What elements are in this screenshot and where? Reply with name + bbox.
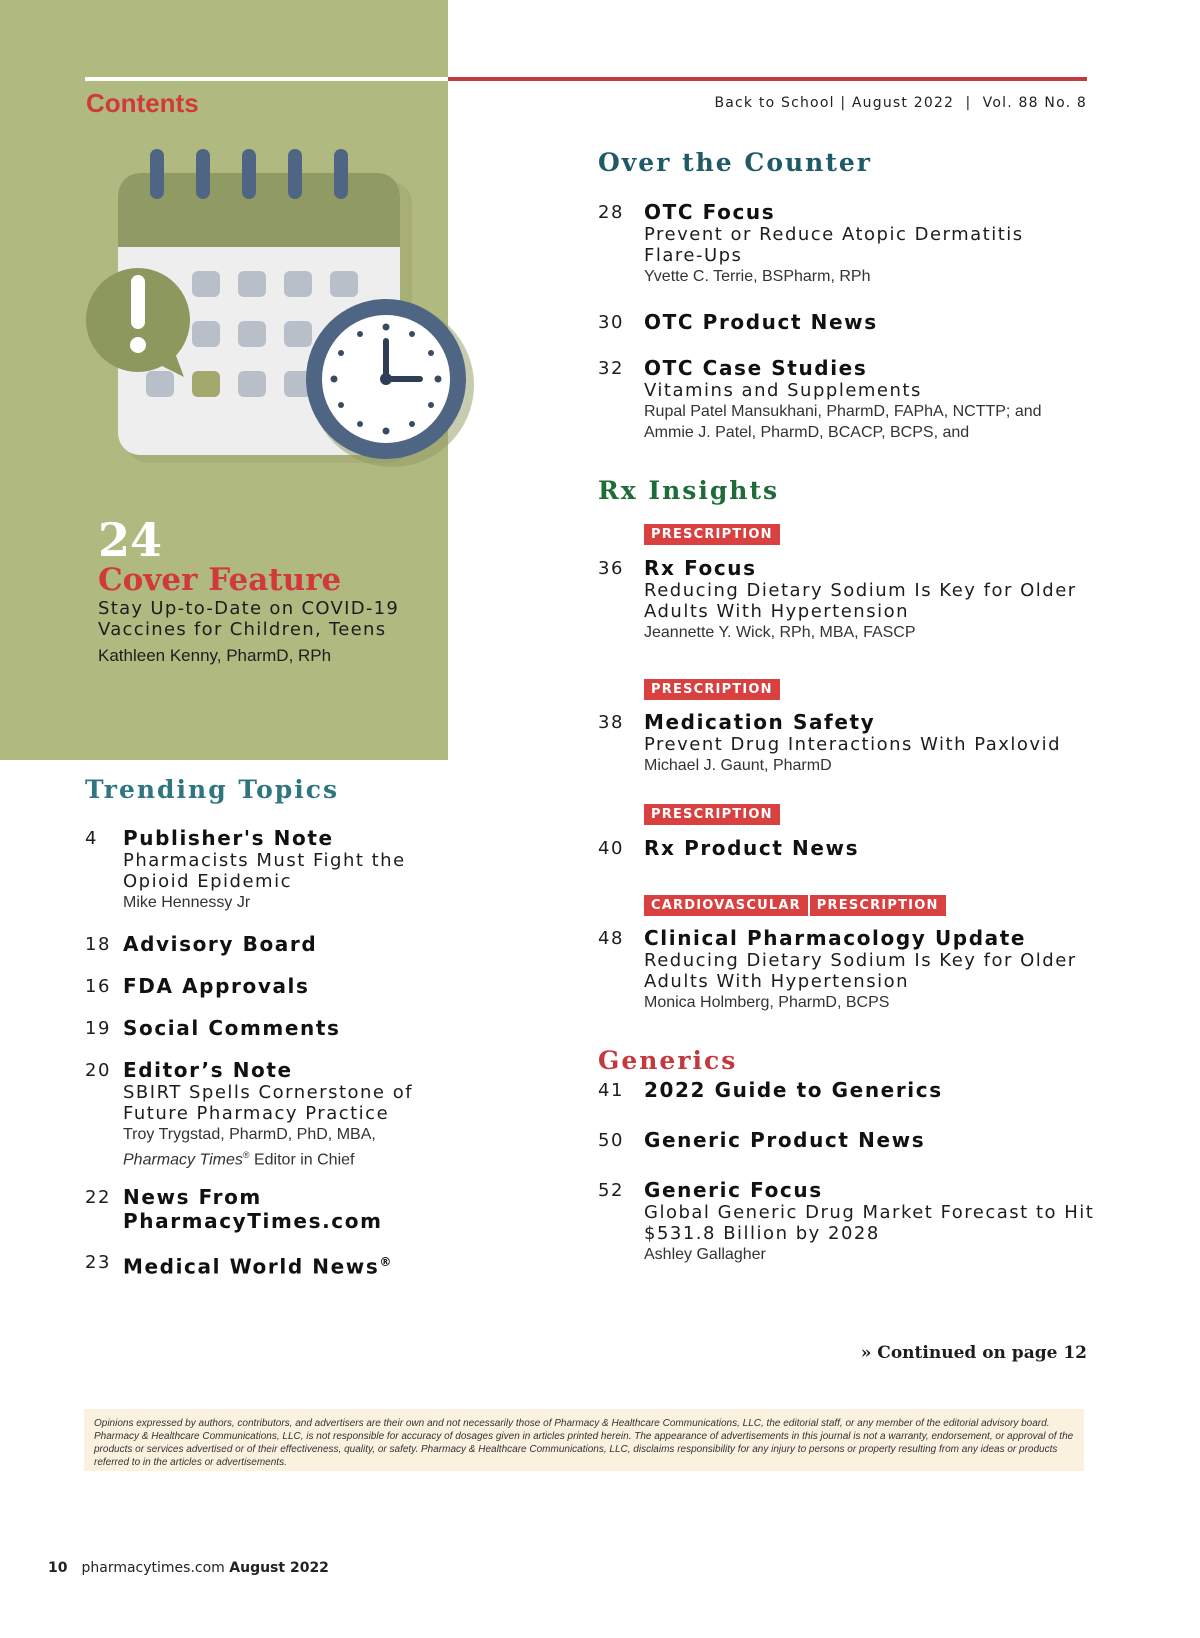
entry-title: Generic Product News	[644, 1128, 926, 1152]
entry-title: Advisory Board	[123, 932, 318, 956]
entry-subtitle: Prevent or Reduce Atopic Dermatitis	[644, 224, 1024, 245]
page-number: 52	[598, 1180, 624, 1201]
tag-row	[644, 678, 782, 700]
entry-subtitle: Future Pharmacy Practice	[123, 1103, 390, 1124]
footer-date: August 2022	[229, 1560, 329, 1576]
page-number: 50	[598, 1130, 624, 1151]
toc-entry[interactable]	[598, 710, 1088, 776]
entry-subtitle: Adults With Hypertension	[644, 971, 910, 992]
category-tag[interactable]: PRESCRIPTION	[644, 804, 780, 825]
cover-feature-author: Kathleen Kenny, PharmD, RPh	[98, 646, 332, 665]
cover-feature-label: Cover Feature	[98, 562, 342, 598]
page-number: 22	[85, 1187, 111, 1208]
entry-subtitle: Prevent Drug Interactions With Paxlovid	[644, 734, 1062, 755]
page-number: 16	[85, 976, 111, 997]
page-number: 38	[598, 712, 624, 733]
entry-title: News From	[123, 1185, 262, 1209]
footer-site[interactable]: pharmacytimes.com	[81, 1560, 225, 1576]
cover-feature-subtitle: Stay Up-to-Date on COVID-19	[98, 598, 400, 619]
toc-entry[interactable]	[598, 356, 1088, 443]
section-heading-otc: Over the Counter	[598, 148, 872, 177]
entry-title: OTC Focus	[644, 200, 776, 224]
contents-title: Contents	[86, 88, 199, 118]
entry-author: Jeannette Y. Wick, RPh, MBA, FASCP	[644, 624, 916, 641]
disclaimer-box: Opinions expressed by authors, contributors, and advertisers are their own and not necessarily those of Pharmacy & Healthcare Communications, LLC, the editorial staff, or any member of the editorial advisory board. Pharmacy & Healthcare Communications, LLC, is not responsible for accuracy of dosages given in articles printed herein. The appearance of advertisements in this journal is not a warranty, endorsement, or approval of the products or services advertised or of their effectiveness, quality, or safety. Pharmacy & Healthcare Communications, LLC, disclaims responsibility for any injury to persons or property resulting from any ideas or products referred to in the articles or advertisements.	[84, 1409, 1084, 1471]
toc-entry[interactable]	[598, 200, 1078, 287]
entry-subtitle: Flare-Ups	[644, 245, 743, 266]
cover-feature-page: 24	[98, 513, 163, 567]
tag-row	[644, 803, 782, 825]
entry-author: Yvette C. Terrie, BSPharm, RPh	[644, 268, 871, 285]
footer-page-number: 10	[48, 1560, 68, 1576]
entry-author: Ashley Gallagher	[644, 1246, 766, 1263]
entry-author: Ammie J. Patel, PharmD, BCACP, BCPS, and	[644, 424, 970, 441]
entry-author: Monica Holmberg, PharmD, BCPS	[644, 994, 890, 1011]
page-number: 19	[85, 1018, 111, 1039]
entry-title: Rx Focus	[644, 556, 757, 580]
toc-entry[interactable]	[85, 932, 415, 956]
entry-title: Publisher's Note	[123, 826, 334, 850]
page-number: 41	[598, 1080, 624, 1101]
entry-title: Generic Focus	[644, 1178, 823, 1202]
toc-entry[interactable]	[598, 556, 1088, 643]
toc-entry[interactable]	[85, 1250, 415, 1279]
issue-line: Back to School | August 2022 | Vol. 88 No. 8	[714, 95, 1087, 111]
entry-subtitle: Reducing Dietary Sodium Is Key for Older	[644, 950, 1077, 971]
category-tag[interactable]: CARDIOVASCULAR	[644, 895, 808, 916]
toc-entry[interactable]	[598, 1078, 1088, 1102]
entry-subtitle: Vitamins and Supplements	[644, 380, 922, 401]
toc-entry[interactable]	[598, 836, 1088, 860]
entry-title: Clinical Pharmacology Update	[644, 926, 1027, 950]
tag-row	[644, 523, 782, 545]
entry-title: OTC Product News	[644, 310, 878, 334]
category-tag[interactable]: PRESCRIPTION	[644, 524, 780, 545]
section-heading-generics: Generics	[598, 1046, 738, 1075]
entry-title: PharmacyTimes.com	[123, 1209, 383, 1233]
toc-entry[interactable]	[85, 1058, 425, 1170]
page-number: 20	[85, 1060, 111, 1081]
entry-title: Rx Product News	[644, 836, 860, 860]
entry-subtitle: Global Generic Drug Market Forecast to Hit	[644, 1202, 1095, 1223]
cover-feature[interactable]	[98, 513, 400, 666]
entry-subtitle: $531.8 Billion by 2028	[644, 1223, 880, 1244]
entry-subtitle: Adults With Hypertension	[644, 601, 910, 622]
entry-title: Medical World News®	[123, 1254, 393, 1279]
toc-entry[interactable]	[598, 1178, 1098, 1265]
toc-entry[interactable]	[598, 1128, 1088, 1152]
page-number: 36	[598, 558, 624, 579]
header-rule-left	[85, 77, 448, 81]
toc-entry[interactable]	[85, 974, 415, 998]
tag-row	[644, 894, 948, 916]
category-tag[interactable]: PRESCRIPTION	[644, 679, 780, 700]
header-rule-right	[448, 77, 1087, 81]
page-number: 18	[85, 934, 111, 955]
toc-entry[interactable]	[598, 310, 1078, 334]
entry-author: Rupal Patel Mansukhani, PharmD, FAPhA, NCTTP; and	[644, 403, 1042, 420]
entry-author-role: Pharmacy Times® Editor in Chief	[123, 1150, 355, 1169]
cover-feature-subtitle: Vaccines for Children, Teens	[98, 619, 387, 640]
page-footer	[48, 1560, 343, 1576]
entry-subtitle: SBIRT Spells Cornerstone of	[123, 1082, 414, 1103]
section-heading-rx: Rx Insights	[598, 476, 780, 505]
entry-title: Social Comments	[123, 1016, 341, 1040]
entry-author: Michael J. Gaunt, PharmD	[644, 757, 832, 774]
page-number: 4	[85, 828, 98, 849]
entry-title: Medication Safety	[644, 710, 876, 734]
calendar-clock-icon	[80, 145, 500, 475]
page-number: 23	[85, 1252, 111, 1273]
entry-title: Editor’s Note	[123, 1058, 293, 1082]
page-number: 32	[598, 358, 624, 379]
category-tag[interactable]: PRESCRIPTION	[810, 895, 946, 916]
entry-subtitle: Opioid Epidemic	[123, 871, 292, 892]
toc-entry[interactable]	[85, 1016, 415, 1040]
toc-entry[interactable]	[598, 926, 1088, 1013]
page-number: 28	[598, 202, 624, 223]
entry-author: Troy Trygstad, PharmD, PhD, MBA,	[123, 1126, 376, 1143]
entry-title: 2022 Guide to Generics	[644, 1078, 943, 1102]
continued-link[interactable]: » Continued on page 12	[860, 1343, 1087, 1363]
toc-entry[interactable]	[85, 826, 415, 913]
entry-title: OTC Case Studies	[644, 356, 868, 380]
page-number: 40	[598, 838, 624, 859]
section-heading-trending: Trending Topics	[85, 775, 340, 804]
page-number: 30	[598, 312, 624, 333]
entry-author: Mike Hennessy Jr	[123, 894, 251, 911]
entry-title: FDA Approvals	[123, 974, 310, 998]
toc-entry[interactable]	[85, 1185, 415, 1233]
entry-subtitle: Reducing Dietary Sodium Is Key for Older	[644, 580, 1077, 601]
entry-subtitle: Pharmacists Must Fight the	[123, 850, 406, 871]
page-number: 48	[598, 928, 624, 949]
